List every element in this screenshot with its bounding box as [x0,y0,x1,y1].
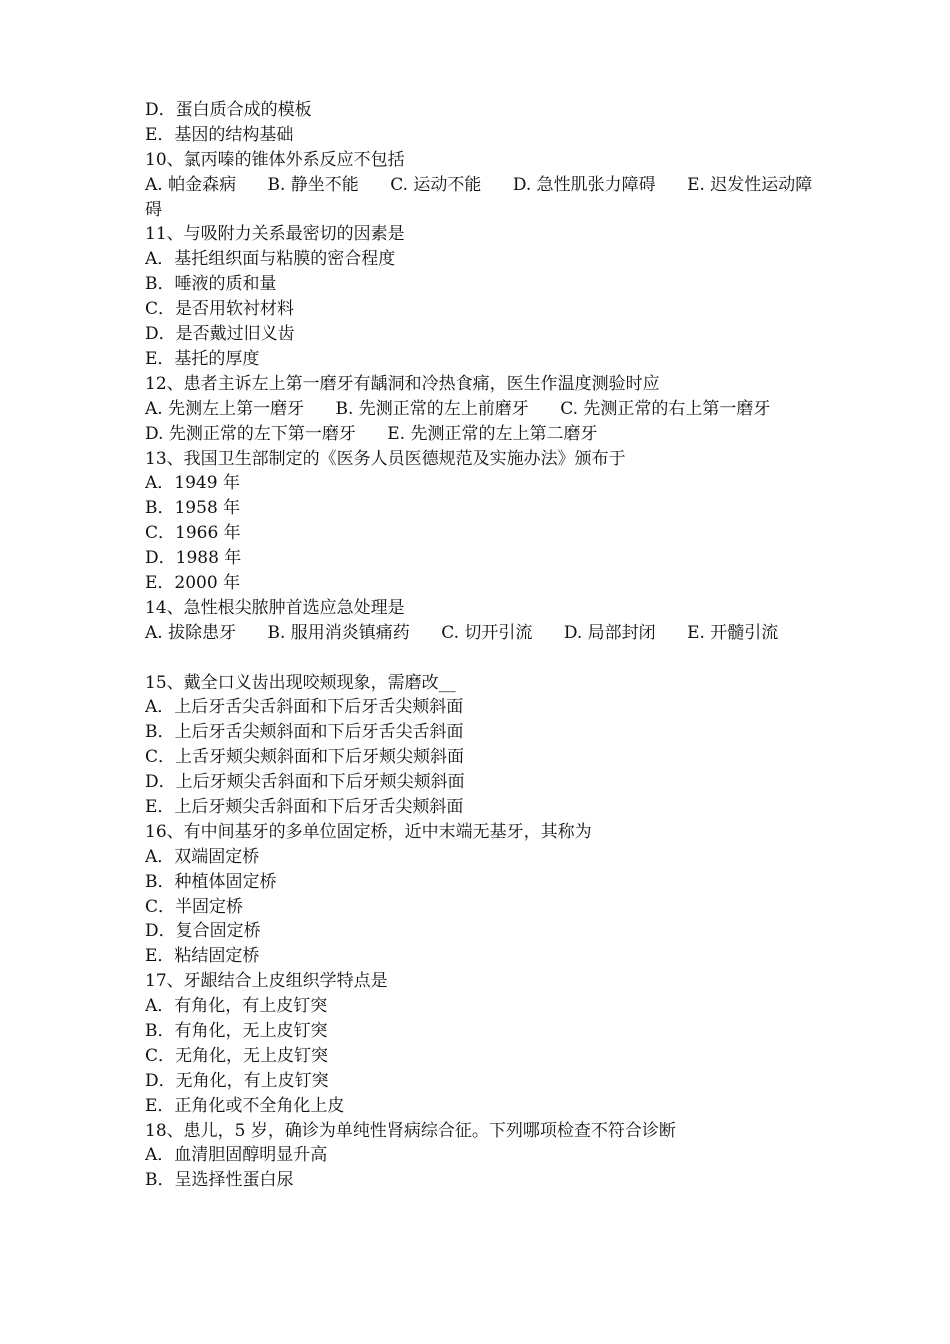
option-a: A．基托组织面与粘膜的密合程度 [145,249,396,270]
option-d: D．上后牙颊尖舌斜面和下后牙颊尖颊斜面 [145,772,465,793]
question-13: 13、我国卫生部制定的《医务人员医德规范及实施办法》颁布于 [145,448,626,469]
option-e: E．正角化或不全角化上皮 [145,1095,345,1116]
option-b: B．呈选择性蛋白尿 [145,1170,294,1191]
option-c: C. 先测正常的右上第一磨牙 [560,398,771,419]
option-d: D．是否戴过旧义齿 [145,324,295,345]
option-a: A．有角化，有上皮钉突 [145,996,328,1017]
option-a: A. 帕金森病 [145,174,237,195]
option-d: D．1988 年 [145,548,242,569]
option-b: B. 静坐不能 [267,174,359,195]
option-e: E. 先测正常的左上第二磨牙 [387,423,598,444]
option-b: B．上后牙舌尖颊斜面和下后牙舌尖舌斜面 [145,722,464,743]
option-a: A．上后牙舌尖舌斜面和下后牙舌尖颊斜面 [145,697,464,718]
option-b: B．种植体固定桥 [145,871,277,892]
option-e: E. 迟发性运动障碍 [145,174,813,220]
question-14-options [145,621,815,671]
option-d: D．复合固定桥 [145,921,261,942]
option-b: B．唾液的质和量 [145,274,277,295]
option-c: C. 运动不能 [390,174,482,195]
option-d: D．蛋白质合成的模板 [145,100,312,120]
question-18: 18、患儿，5 岁，确诊为单纯性肾病综合征。下列哪项检查不符合诊断 [145,1120,676,1141]
option-e: E．基托的厚度 [145,348,260,369]
question-12-options [145,397,815,447]
option-b: B. 先测正常的左上前磨牙 [335,398,529,419]
option-d: D. 急性肌张力障碍 [512,174,656,195]
question-10-options [145,173,815,223]
option-b: B. 服用消炎镇痛药 [267,622,410,643]
option-d: D. 局部封闭 [563,622,656,643]
option-e: E．上后牙颊尖舌斜面和下后牙舌尖颊斜面 [145,796,464,817]
option-a: A．双端固定桥 [145,846,260,867]
option-b: B．1958 年 [145,498,241,519]
option-a: A. 拔除患牙 [145,622,237,643]
question-12: 12、患者主诉左上第一磨牙有龋洞和冷热食痛，医生作温度测验时应 [145,373,660,394]
option-e: E．粘结固定桥 [145,946,260,967]
option-c: C．1966 年 [145,523,241,544]
question-14: 14、急性根尖脓肿首选应急处理是 [145,597,405,618]
question-11: 11、与吸附力关系最密切的因素是 [145,224,405,245]
option-a: A．1949 年 [145,473,240,494]
option-d: D. 先测正常的左下第一磨牙 [145,423,356,444]
question-16: 16、有中间基牙的多单位固定桥，近中末端无基牙，其称为 [145,821,592,842]
option-c: C. 切开引流 [441,622,533,643]
question-15: 15、戴全口义齿出现咬颊现象，需磨改__ [145,672,456,693]
option-c: C．半固定桥 [145,896,244,917]
document-page [145,98,815,1193]
question-10: 10、氯丙嗪的锥体外系反应不包括 [145,149,405,170]
option-c: C．无角化，无上皮钉突 [145,1045,329,1066]
option-b: B．有角化，无上皮钉突 [145,1021,328,1041]
option-e: E. 开髓引流 [687,622,779,643]
option-e: E．基因的结构基础 [145,124,294,145]
option-c: C．是否用软衬材料 [145,299,295,320]
option-e: E．2000 年 [145,572,241,593]
option-a: A．血清胆固醇明显升高 [145,1145,328,1166]
option-c: C．上舌牙颊尖颊斜面和下后牙颊尖颊斜面 [145,747,465,768]
option-a: A. 先测左上第一磨牙 [145,398,305,419]
option-d: D．无角化，有上皮钉突 [145,1070,329,1091]
question-17: 17、牙龈结合上皮组织学特点是 [145,971,388,992]
